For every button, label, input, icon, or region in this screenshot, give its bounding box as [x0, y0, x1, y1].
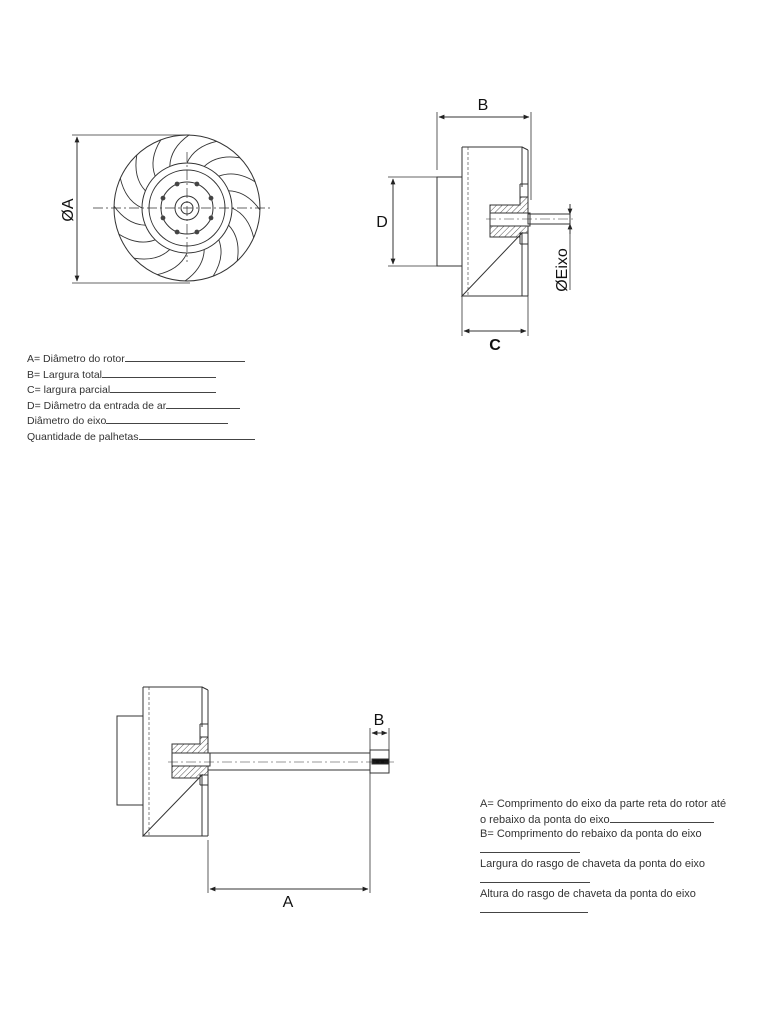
rotor-blade: [204, 157, 240, 166]
field-blade-count[interactable]: Quantidade de palhetas: [27, 429, 255, 445]
rotor-blade: [136, 155, 145, 191]
label-inlet-d: D: [376, 214, 388, 231]
rotor-blade: [134, 250, 170, 259]
hub-bolt: [161, 196, 166, 201]
label-length-a: A: [282, 894, 294, 911]
field-rotor-diameter[interactable]: A= Diâmetro do rotor: [27, 351, 255, 367]
rotor-blade: [170, 135, 189, 166]
rotor-front-view: [72, 135, 272, 283]
shaft-measurements-form: [480, 797, 730, 917]
hub-bolt: [175, 230, 180, 235]
hub-bolt: [209, 216, 214, 221]
field-total-width[interactable]: B= Largura total: [27, 367, 255, 383]
label-partial-c: C: [489, 337, 501, 354]
rotor-blade: [120, 178, 142, 208]
hub-bolt: [209, 196, 214, 201]
rotor-shaft-view: [117, 687, 395, 893]
hub-bolt: [195, 182, 200, 187]
field-partial-width[interactable]: C= largura parcial: [27, 382, 255, 398]
rotor-blade: [157, 253, 187, 275]
rotor-blade: [187, 141, 217, 163]
field-inlet-diameter[interactable]: D= Diâmetro da entrada de ar: [27, 398, 255, 414]
label-recess-b: B: [373, 712, 385, 729]
label-shaft-diameter: ØEixo: [554, 248, 571, 292]
rotor-side-view: [388, 112, 575, 336]
field-shaft-length[interactable]: A= Comprimento do eixo da parte reta do rotor até o rebaixo da ponta do eixo: [480, 798, 727, 826]
rotor-blade: [153, 140, 161, 176]
field-keyway-width[interactable]: Largura do rasgo de chaveta da ponta do eixo: [480, 857, 730, 887]
rotor-blade: [219, 174, 255, 182]
rotor-blade: [114, 206, 145, 225]
rotor-blade: [232, 208, 254, 238]
hub-bolt: [195, 230, 200, 235]
rotor-blade: [185, 250, 204, 281]
rotor-blade: [213, 240, 221, 276]
hub-bolt: [161, 216, 166, 221]
rotor-blade: [229, 191, 260, 210]
hub-bolt: [175, 182, 180, 187]
rotor-blade: [229, 225, 238, 261]
field-recess-length[interactable]: B= Comprimento do rebaixo da ponta do eixo: [480, 827, 730, 857]
rotor-measurements-form: [27, 351, 255, 444]
field-keyway-height[interactable]: Altura do rasgo de chaveta da ponta do eixo: [480, 887, 730, 917]
label-diameter-a: ØA: [60, 198, 77, 222]
rotor-blade: [119, 234, 155, 242]
label-width-b: B: [477, 97, 489, 114]
field-shaft-diameter[interactable]: Diâmetro do eixo: [27, 413, 255, 429]
